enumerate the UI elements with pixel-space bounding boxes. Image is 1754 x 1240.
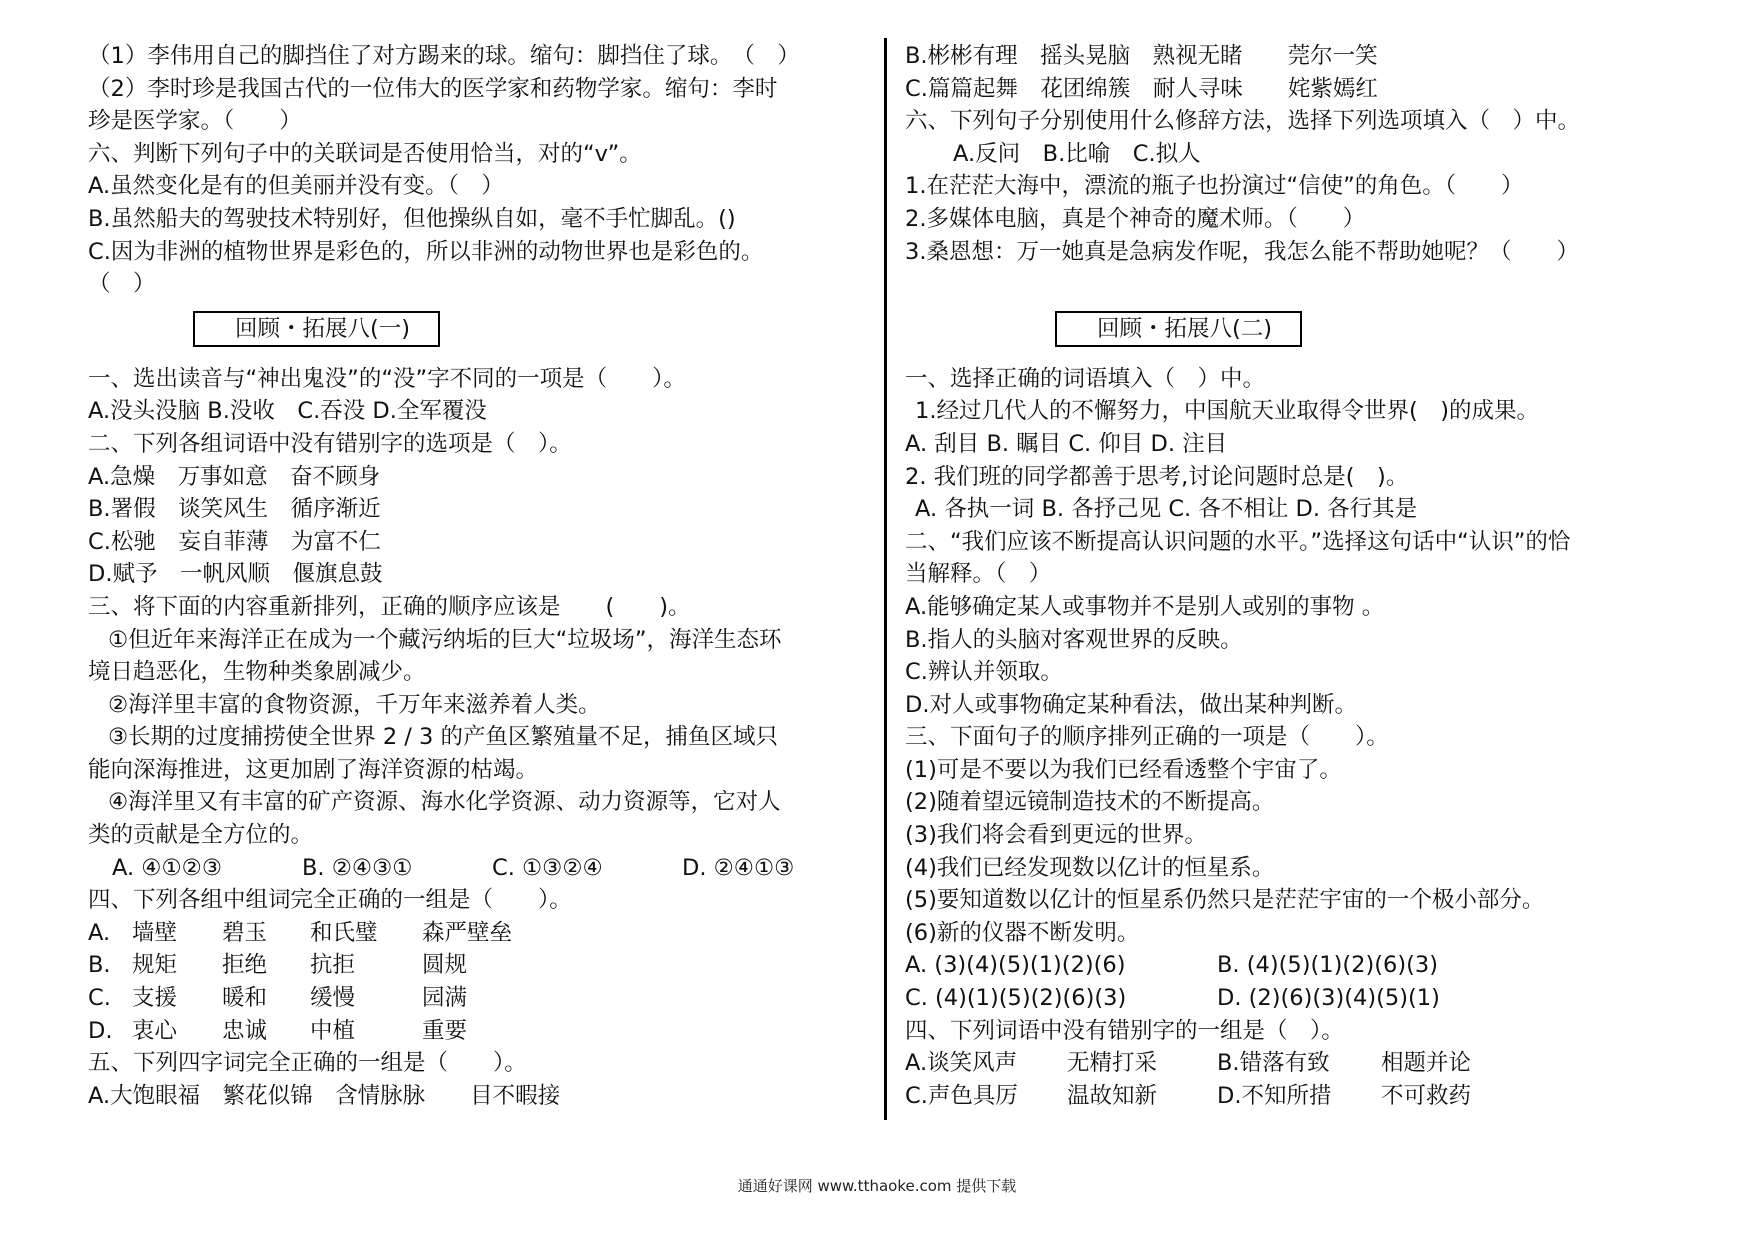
list-item: (2)随着望远镜制造技术的不断提高。	[905, 789, 1275, 816]
question-stem: 六、下列句子分别使用什么修辞方法，选择下列选项填入（ ）中。	[905, 108, 1581, 135]
question-stem: 三、将下面的内容重新排列，正确的顺序应该是 ( )。	[88, 593, 691, 620]
question-stem: 二、“我们应该不断提高认识问题的水平。”选择这句话中“认识”的恰	[905, 528, 1571, 555]
option-line: B.彬彬有理 摇头晃脑 熟视无睹 莞尔一笑	[905, 43, 1378, 69]
option-line: A.急燥 万事如意 奋不顾身	[88, 463, 381, 490]
passage-line: 能向深海推进，这更加剧了海洋资源的枯竭。	[88, 756, 539, 783]
text-line: 2.多媒体电脑，真是个神奇的魔术师。（ ）	[905, 205, 1366, 232]
question-stem: 当解释。（ ）	[905, 561, 1052, 588]
section-title-row	[88, 301, 878, 363]
list-item: (6)新的仪器不断发明。	[905, 919, 1140, 946]
option-word: 碧玉	[222, 919, 268, 946]
option-word: 不可救药	[1381, 1082, 1472, 1109]
option-word: 森严壁垒	[422, 919, 513, 946]
option-b: B. ②④③①	[302, 854, 413, 881]
text-line: 1.在茫茫大海中，漂流的瓶子也扮演过“信使”的角色。（ ）	[905, 173, 1524, 200]
option-line: A.大饱眼福 繁花似锦 含情脉脉 目不暇接	[88, 1082, 561, 1109]
text-line: 1.经过几代人的不懈努力，中国航天业取得令世界( )的成果。	[915, 398, 1540, 425]
text-line: （1）李伟用自己的脚挡住了对方踢来的球。缩句：脚挡住了球。 （ ）	[88, 43, 800, 69]
option-line: C.篇篇起舞 花团绵簇 耐人寻味 姹紫嫣红	[905, 75, 1378, 102]
option-line: D.对人或事物确定某种看法，做出某种判断。	[905, 691, 1357, 718]
footer-credit: 通通好课网 www.tthaoke.com 提供下载	[737, 1177, 1017, 1195]
question-stem: 三、下面句子的顺序排列正确的一项是（ ）。	[905, 724, 1389, 751]
option-letter: D.	[88, 1017, 113, 1044]
text-line: （2）李时珍是我国古代的一位伟大的医学家和药物学家。缩句：李时	[88, 75, 778, 102]
option-word: 忠诚	[222, 1017, 268, 1044]
option-line: B.署假 谈笑风生 循序渐近	[88, 496, 381, 523]
option-word: 圆规	[422, 952, 468, 979]
option-line: C.辨认并领取。	[905, 659, 1063, 686]
list-item: (3)我们将会看到更远的世界。	[905, 822, 1207, 849]
option-letter: B.	[88, 952, 111, 979]
option-word: 抗拒	[310, 952, 356, 979]
option-word: 暖和	[222, 985, 268, 1012]
option-word: 重要	[422, 1017, 468, 1044]
option-line: A. 刮目 B. 瞩目 C. 仰目 D. 注目	[905, 430, 1228, 457]
option-a: A. ④①②③	[112, 854, 222, 881]
question-stem: 五、下列四字词完全正确的一组是（ ）。	[88, 1050, 527, 1077]
option-word: C.声色具厉	[905, 1082, 1018, 1109]
option-line: C.因为非洲的植物世界是彩色的，所以非洲的动物世界也是彩色的。	[88, 238, 764, 265]
option-word: 衷心	[132, 1017, 178, 1044]
option-word: 相题并论	[1381, 1050, 1472, 1077]
section-title-row	[905, 301, 1695, 363]
list-item: (4)我们已经发现数以亿计的恒星系。	[905, 854, 1275, 881]
option-line: A.能够确定某人或事物并不是别人或别的事物 。	[905, 593, 1385, 620]
column-divider	[884, 38, 887, 1120]
option-word: D.不知所措	[1217, 1082, 1332, 1109]
option-c: C. ①③②④	[492, 854, 603, 881]
option-line	[905, 949, 1695, 982]
option-line	[905, 1047, 1695, 1080]
section-title-box: 回顾・拓展八(一)	[193, 311, 440, 347]
option-line	[88, 982, 878, 1015]
passage-line: 境日趋恶化，生物种类象剧减少。	[88, 659, 426, 686]
option-word: 拒绝	[222, 952, 268, 979]
option-line	[905, 982, 1695, 1015]
option-word: 园满	[422, 985, 468, 1012]
spacer-line	[905, 268, 1695, 301]
text-line: 3.桑恩想：万一她真是急病发作呢，我怎么能不帮助她呢？（ ）	[905, 238, 1579, 265]
section-title-box: 回顾・拓展八(二)	[1055, 311, 1302, 347]
answer-bracket: （ ）	[88, 271, 156, 298]
option-word: 支援	[132, 985, 178, 1012]
question-stem: 二、下列各组词语中没有错别字的选项是（ ）。	[88, 430, 572, 457]
option-line: A. 各执一词 B. 各抒己见 C. 各不相让 D. 各行其是	[915, 496, 1418, 523]
passage-line: ①但近年来海洋正在成为一个藏污纳垢的巨大“垃圾场”，海洋生态环	[108, 626, 782, 653]
option-line: A.虽然变化是有的但美丽并没有变。（ ）	[88, 173, 504, 200]
question-stem: 一、选出读音与“神出鬼没”的“没”字不同的一项是（ ）。	[88, 365, 686, 392]
option-b: B. (4)(5)(1)(2)(6)(3)	[1217, 952, 1438, 979]
right-column	[905, 40, 1695, 1112]
option-letter: A.	[88, 919, 111, 946]
option-line: B.指人的头脑对客观世界的反映。	[905, 626, 1243, 653]
question-stem: 一、选择正确的词语填入（ ）中。	[905, 365, 1266, 392]
list-item: (1)可是不要以为我们已经看透整个宇宙了。	[905, 756, 1342, 783]
passage-line: ②海洋里丰富的食物资源，千万年来滋养着人类。	[108, 691, 601, 718]
option-letter: C.	[88, 985, 111, 1012]
option-word: 规矩	[132, 952, 178, 979]
list-item: (5)要知道数以亿计的恒星系仍然只是茫茫宇宙的一个极小部分。	[905, 887, 1545, 914]
passage-line: 类的贡献是全方位的。	[88, 822, 314, 849]
option-word: 温故知新	[1067, 1082, 1158, 1109]
question-stem: 四、下列各组中组词完全正确的一组是（ ）。	[88, 887, 572, 914]
option-word: B.错落有致	[1217, 1050, 1330, 1077]
question-stem: 四、下列词语中没有错别字的一组是（ ）。	[905, 1017, 1344, 1044]
option-line: A.反问 B.比喻 C.拟人	[953, 140, 1201, 167]
option-a: A. (3)(4)(5)(1)(2)(6)	[905, 952, 1126, 979]
option-line: C.松驰 妄自菲薄 为富不仁	[88, 528, 381, 555]
option-word: 墙壁	[132, 919, 178, 946]
option-line	[88, 852, 878, 885]
option-d: D. ②④①③	[682, 854, 795, 881]
option-line: D.赋予 一帆风顺 偃旗息鼓	[88, 561, 383, 588]
option-line	[88, 917, 878, 950]
option-line	[88, 1015, 878, 1048]
option-word: 和氏璧	[310, 919, 378, 946]
option-line	[905, 1080, 1695, 1113]
passage-line: ④海洋里又有丰富的矿产资源、海水化学资源、动力资源等，它对人	[108, 789, 781, 816]
passage-line: ③长期的过度捕捞使全世界 2 / 3 的产鱼区繁殖量不足，捕鱼区域只	[108, 724, 778, 751]
option-line: B.虽然船夫的驾驶技术特别好，但他操纵自如，毫不手忙脚乱。()	[88, 205, 736, 232]
option-line	[88, 949, 878, 982]
option-d: D. (2)(6)(3)(4)(5)(1)	[1217, 985, 1440, 1012]
option-line: A.没头没脑 B.没收 C.吞没 D.全军覆没	[88, 398, 487, 425]
option-word: 无精打采	[1067, 1050, 1158, 1077]
text-line: 珍是医学家。（ ）	[88, 108, 302, 135]
option-c: C. (4)(1)(5)(2)(6)(3)	[905, 985, 1127, 1012]
option-word: 缓慢	[310, 985, 356, 1012]
question-stem: 六、判断下列句子中的关联词是否使用恰当，对的“v”。	[88, 140, 642, 167]
left-column	[88, 40, 878, 1112]
text-line: 2. 我们班的同学都善于思考,讨论问题时总是( )。	[905, 463, 1409, 490]
option-word: 中植	[310, 1017, 356, 1044]
option-word: A.谈笑风声	[905, 1050, 1018, 1077]
